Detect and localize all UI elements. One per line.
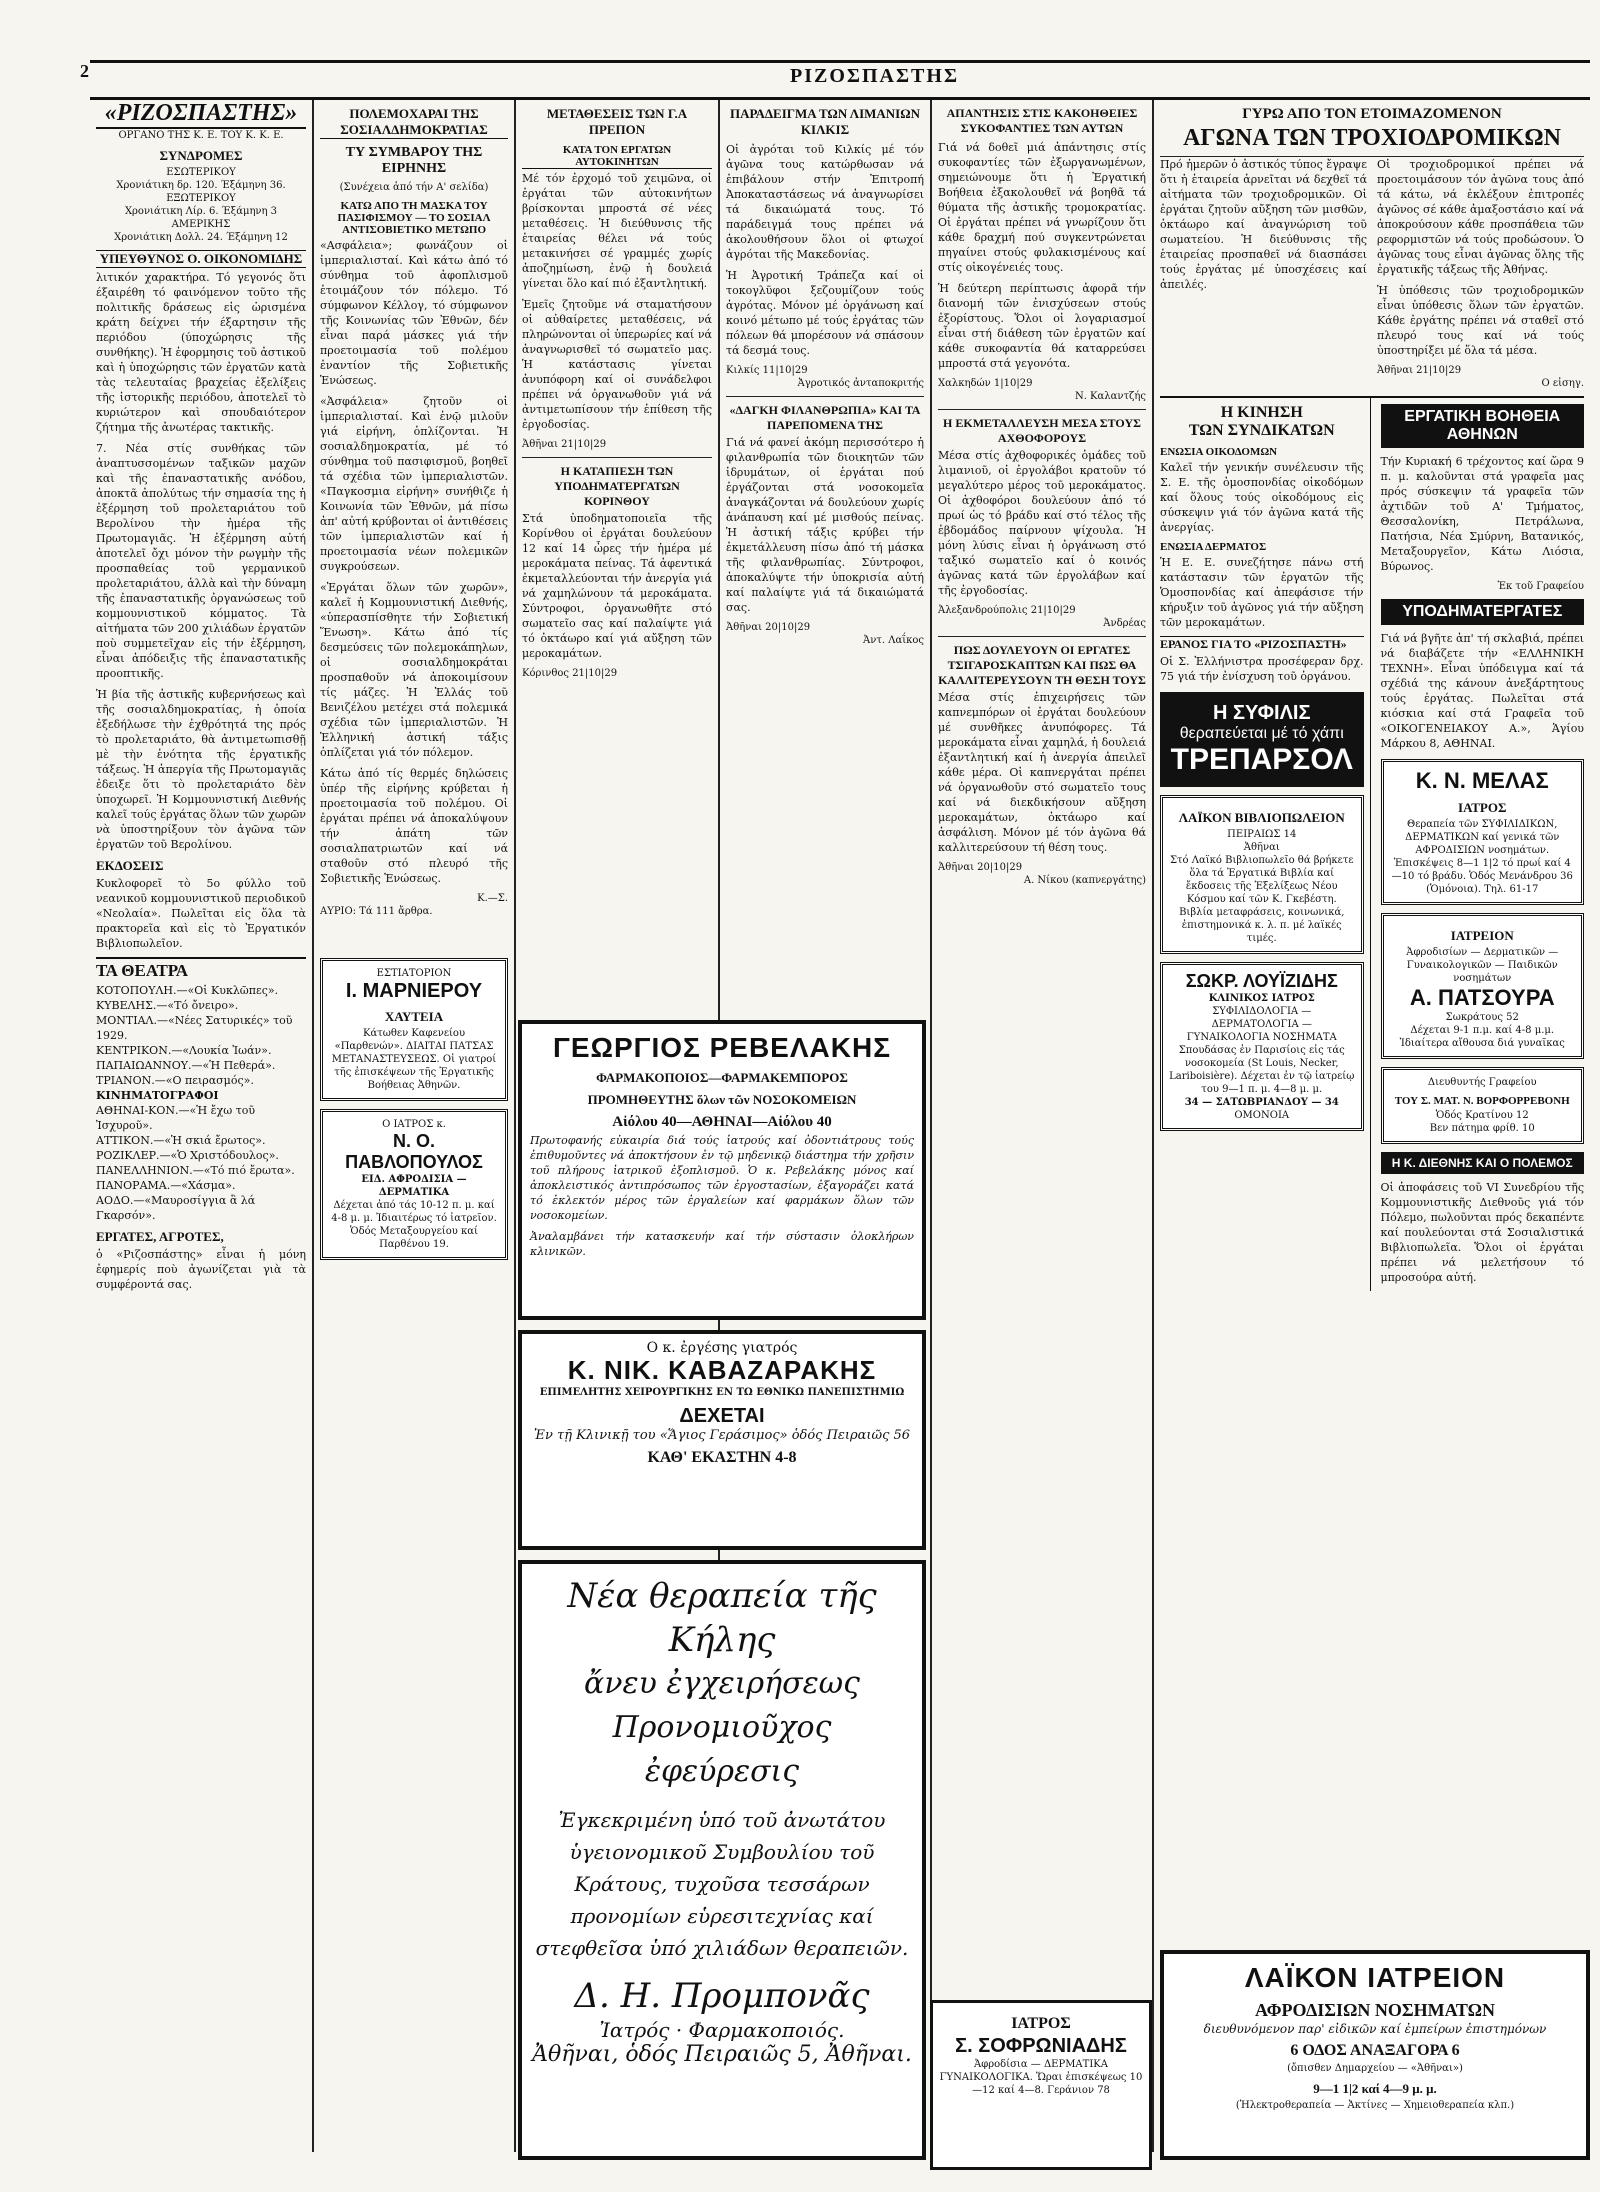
article-signature: Ἀθῆναι 20|10|29 bbox=[938, 862, 1023, 873]
ad-foot: (Ἠλεκτροθεραπεία — Ἀκτίνες — Χημειοθεραπεία κλπ.) bbox=[1235, 2100, 1515, 2111]
section-headline: ΤΩΝ ΣΥΝΔΙΚΑΤΩΝ bbox=[1188, 422, 1335, 439]
article-paragraph: «Ἀσφάλεια» ζητοῦν οἱ ἰμπεριαλισταί. Καὶ ἐνῷ μιλοῦν γιά εἰρήνη, ὁπλίζονται. Ἡ σοσιαλδημοκρατία, μέ τό σύνθημα τοῦ πασιφισμοῦ, βοηθεῖ τά σχέδια τῶν ἰμπεριαλιστῶν. «Παγκοσμια εἰρήνη» συνήθιζε ἡ Κοινωνία τῶν Ἐθνῶν, μά πίσω ἀπ' αὐτή κρύβονται οἱ ἀντιθέσεις τῶν ἰμπεριαλιστῶν καί ἡ προετοιμασία νέων πολεμικῶν συγκρούσεων. bbox=[320, 395, 508, 573]
theatre-item: ΠΑΝΟΡΑΜΑ.—«Χάσμα». bbox=[96, 1179, 236, 1192]
article-signature: Χαλκηδών 1|10|29 bbox=[938, 378, 1033, 389]
ad-title: Ἰατρός · Φαρμακοποιός. bbox=[599, 2018, 845, 2042]
doctor-ad-melas bbox=[1381, 759, 1585, 905]
ad-label: Ο ΙΑΤΡΟΣ κ. bbox=[382, 1119, 446, 1130]
ad-name: ΛΑΪΚΟΝ ΙΑΤΡΕΙΟΝ bbox=[1244, 1962, 1506, 1993]
article-paragraph: Ἡ Ἀγροτική Τράπεζα καί οἱ τοκογλῦφοι ξεζουμίζουν τούς ἀγρότας. Μόνον μέ ὀργάνωση καί κοινό μέτωπο μέ τούς ἐργάτας τῶν πόλεων θά μπορέσουν νά σπάσουν τά δεσμά τους. bbox=[726, 269, 924, 357]
article-subheading: ΚΑΤΑ ΤΟΝ ΕΡΓΑΤΩΝ ΑΥΤΟΚΙΝΗΤΩΝ bbox=[522, 144, 712, 169]
ad-city: ΟΜΟΝΟΙΑ bbox=[1234, 1110, 1290, 1121]
ad-name: Κ. ΝΙΚ. ΚΑΒΑΖΑΡΑΚΗΣ bbox=[567, 1355, 877, 1385]
subscriptions-line: ΕΞΩΤΕΡΙΚΟΥ bbox=[166, 193, 236, 204]
column-6 bbox=[1152, 100, 1590, 2152]
union-text: Ἡ Ε. Ε. συνεζήτησε πάνω στή κατάστασιν τῶν ἐργατῶν τῆς Ὁμοσπονδίας καί ἀπεφάσισε τήν κήρυξιν τοῦ ἀγῶνος γιά τήν αὔξηση τῶν μεροκαμάτων. bbox=[1160, 556, 1364, 629]
column-2 bbox=[312, 100, 514, 2152]
ad-sub: ΕΙΔ. ΑΦΡΟΔΙΣΙΑ — ΔΕΡΜΑΤΙΚΑ bbox=[361, 1174, 467, 1198]
ad-foot: Ἀναλαμβάνει τήν κατασκευήν καί τήν σύστασιν ὁλοκλήρων κλινικῶν. bbox=[530, 1230, 914, 1258]
article-signature: Κ.—Σ. bbox=[477, 893, 508, 904]
article-headline: ΑΠΑΝΤΗΣΙΣ ΣΤΙΣ ΚΑΚΟΗΘΕΙΕΣ ΣΥΚΟΦΑΝΤΙΕΣ ΤΩΝ ΑΥΤΩΝ bbox=[946, 106, 1138, 135]
ad-text: Βεν πάτημα φρίθ. 10 bbox=[1429, 1123, 1535, 1134]
theatre-item: ΜΟΝΤΙΑΛ.—«Νέες Σατυρικές» τοῦ 1929. bbox=[96, 1014, 293, 1042]
subscriptions-line: ΑΜΕΡΙΚΗΣ bbox=[171, 219, 231, 230]
editor-line: ΥΠΕΥΘΥΝΟΣ Ο. ΟΙΚΟΝΟΜΙΔΗΣ bbox=[96, 250, 306, 268]
ad-name: ΣΩΚΡ. ΛΟΥΪΖΙΔΗΣ bbox=[1185, 971, 1338, 991]
article-signature: Ἀγροτικός ἀνταποκριτής bbox=[797, 378, 924, 389]
ad-text: Πρωτοφανής εὐκαιρία διά τούς ἰατρούς καί ὀδοντιάτρους τούς ἐπιθυμοῦντες νά ἀποκτήσουν ἐν τῷ μηδενικῷ διάστημα τήν χρῆσιν τοῦ πλήρους ἰατρικοῦ ἐξοπλισμοῦ. Ὁ κ. Ρεβελάκης μόνος καί ἀποκλειστικός ἀντιπρόσωπος τῶν ἐργοστασίων, ἐξαγοράζει κατά τό ἐκλεκτόν μέρος τῶν ἐργαλείων καί φαρμάκων ὅλων τῶν νοσοκομείων. bbox=[530, 1134, 914, 1222]
article-signature: Κόρινθος 21|10|29 bbox=[522, 668, 618, 679]
ekdoseis-heading: ΕΚΔΟΣΕΙΣ bbox=[96, 858, 164, 873]
masthead bbox=[80, 60, 1590, 100]
section-headline: ΕΡΓΑΤΙΚΗ ΒΟΗΘΕΙΑ ΑΘΗΝΩΝ bbox=[1381, 404, 1585, 448]
union-label: ΕΝΩΣΙΑ ΔΕΡΜΑΤΟΣ bbox=[1160, 541, 1267, 553]
pharmacy-ad-revelakis bbox=[518, 1020, 926, 1320]
lower-right bbox=[1381, 398, 1585, 1291]
subscriptions-heading: ΣΥΝΔΡΟΜΕΣ bbox=[159, 148, 243, 163]
subscriptions-line: Χρονιάτικη δρ. 120. Έξάμηνη 36. bbox=[116, 180, 286, 191]
ad-head: ΙΑΤΡΟΣ bbox=[1011, 2015, 1071, 2032]
diethnis-text: Οἱ ἀποφάσεις τοῦ VI Συνεδρίου τῆς Κομμουνιστικῆς Διεθνοῦς γιά τόν Πόλεμο, πωλοῦνται πρός δεκαπέντε καί πουλεύονται στά Σοσιαλιστικά Βιβλιοπωλεῖα. Ὅλοι οἱ ἐργάται πρέπει νά μελετήσουν τό μπροσούρα αὐτή. bbox=[1380, 1181, 1584, 1284]
article-signature: Ἀντ. Λαΐκος bbox=[863, 635, 924, 646]
ad-name: Ι. ΜΑΡΝΙΕΡΟΥ bbox=[345, 980, 483, 1002]
article-paragraph: Μέσα στίς ἐπιχειρήσεις τῶν καπνεμπόρων οἱ ἐργάται δουλεύουν μέ συνθῆκες ἀνυπόφορες. Τά μεροκάματα εἶναι χαμηλά, ἡ δουλειά ἐξαντλητική καί ἡ ἀνεργία ἀπειλεῖ κάθε μέρα. Οἱ καπνεργάται πρέπει νά ὀργανωθοῦν στό σωματεῖο τους καί νά διεκδικήσουν αὔξηση μεροκαμάτων, ὀκτάωρο καί ἀσφάλιση. Μόνον μέ τόν ἀγῶνα θά καλλιτερεύσουν τή θέση τους. bbox=[938, 691, 1146, 854]
article-paragraph: Ἡ ὑπόθεσις τῶν τροχιοδρομικῶν εἶναι ὑπόθεσις ὅλων τῶν ἐργατῶν. Κάθε ἐργάτης πρέπει νά σταθεῖ στό πλευρό τους καί νά τούς ὑποστηρίξει μέ ὅλα τά μέσα. bbox=[1377, 284, 1584, 357]
page-number: 2 bbox=[80, 61, 89, 81]
article-headline: Η ΕΚΜΕΤΑΛΛΕΥΣΗ ΜΕΣΑ ΣΤΟΥΣ ΑΧΘΟΦΟΡΟΥΣ bbox=[943, 416, 1141, 445]
ad-name: Σ. ΣΟΦΡΩΝΙΑΔΗΣ bbox=[955, 2035, 1127, 2057]
ad-label: Ο κ. ἐργέσης γιατρός bbox=[646, 1340, 798, 1356]
ad-name: Α. ΠΑΤΣΟΥΡΑ bbox=[1409, 985, 1555, 1010]
theatre-item: ΚΙΝΗΜΑΤΟΓΡΑΦΟΙ bbox=[96, 1089, 219, 1102]
column-5 bbox=[930, 100, 1152, 2152]
divider bbox=[938, 409, 1146, 410]
ad-line: Η ΣΥΦΙΛΙΣ bbox=[1213, 702, 1311, 724]
article-signature: Ο εἰσηγ. bbox=[1541, 378, 1584, 389]
tomorrow-note: ΑΥΡΙΟ: Τά 111 ἄρθρα. bbox=[320, 906, 433, 917]
continued-note: (Συνέχεια ἀπό τήν Α' σελίδα) bbox=[339, 182, 489, 193]
theatre-list bbox=[96, 983, 306, 1223]
theatre-heading: ΤΑ ΘΕΑΤΡΑ bbox=[96, 957, 306, 981]
ad-text: Στό Λαϊκό Βιβλιοπωλεῖο θά βρήκετε ὅλα τά Ἐργατικά Βιβλία καί ἔκδοσεις τῆς Ἐξελίξεως Νέου Κόσμου καί τῶν Κ. Γκεβέστη. Βιβλία μεταφράσεις, κοινωνικά, ἐπιστημονικά κ. λ. π. μέ λαϊκές τιμές. bbox=[1169, 855, 1354, 944]
ad-addr: Αἰόλου 40—ΑΘΗΝΑΙ—Αἰόλου 40 bbox=[612, 1114, 832, 1130]
article-paragraph: Οἱ τροχιοδρομικοί πρέπει νά προετοιμάσουν τόν ἀγῶνα τους ἀπό τά κάτω, νά ἐκλέξουν ἐπιτροπές ἀγῶνος σέ κάθε ἀμαξοστάσιο καί νά ἀποκρούσουν κάθε προσπάθεια τῶν ρεφορμιστῶν νά τούς προδώσουν. Ὁ ἀγῶνας τους εἶναι ἀγῶνας ὅλης τῆς ἐργατικῆς τάξεως τῆς Ἀθήνας. bbox=[1377, 158, 1584, 276]
theatre-item: ΠΑΝΕΛΛΗΝΙΟΝ.—«Τό πιό ἔρωτα». bbox=[96, 1164, 295, 1177]
logo: «ΡΙΖΟΣΠΑΣΤΗΣ» bbox=[96, 100, 306, 129]
ekdoseis-text: Κυκλοφορεῖ τὸ 5ο φύλλο τοῦ νεανικοῦ κομμουνιστικοῦ περιοδικοῦ «Νεολαία». Πωλεῖται εἰς ὅλα τὰ πρακτορεῖα καὶ εἰς τὸ Ἐργατικόν Βιβλιοπωλεῖον. bbox=[96, 877, 306, 950]
ad-line: ΤΡΕΠΑΡΣΟΛ bbox=[1170, 743, 1353, 776]
ad-city: Ἀθῆναι bbox=[1243, 842, 1280, 853]
article-signature: Ἀθῆναι 20|10|29 bbox=[726, 622, 811, 633]
aid-signature: Ἐκ τοῦ Γραφείου bbox=[1497, 581, 1584, 592]
article-headline: ΠΑΡΑΔΕΙΓΜΑ ΤΩΝ ΛΙΜΑΝΙΩΝ ΚΙΛΚΙΣ bbox=[729, 106, 921, 137]
ad-name: Κ. Ν. ΜΕΛΑΣ bbox=[1415, 768, 1549, 793]
logo-subtitle: ΟΡΓΑΝΟ ΤΗΣ Κ. Ε. ΤΟΥ Κ. Κ. Ε. bbox=[118, 130, 284, 141]
article-signature: Ν. Καλαντζής bbox=[1074, 391, 1146, 402]
lower-section bbox=[1160, 396, 1584, 1291]
ad-text: Ἐγκεκριμένη ὑπό τοῦ ἀνωτάτου ὑγειονομικοῦ Συμβουλίου τοῦ Κράτους, τυχοῦσα τεσσάρων προνομίων εὑρεσιτεχνίας καί στεφθεῖσα ὑπό χιλιάδων θεραπειῶν. bbox=[535, 1808, 909, 1960]
section-headline: Η Κ. ΔΙΕΘΝΗΣ ΚΑΙ Ο ΠΟΛΕΜΟΣ bbox=[1381, 1152, 1585, 1174]
article-subheading: ΚΑΤΩ ΑΠΟ ΤΗ ΜΑΣΚΑ ΤΟΥ ΠΑΣΙΦΙΣΜΟΥ — ΤΟ ΣΟΣΙΑΛ ΑΝΤΙΣΟΒΙΕΤΙΚΟ ΜΕΤΩΠΟ bbox=[337, 200, 491, 236]
section-headline: ΥΠΟΔΗΜΑΤΕΡΓΑΤΕΣ bbox=[1381, 599, 1585, 625]
article-paragraph: Γιά νά δοθεῖ μιά ἀπάντησις στίς συκοφαντίες τῶν ἐξωργανωμένων, σημειώνουμε ὅτι ἡ Ἐργατική Βοήθεια ἐξακολουθεῖ νά βοηθᾶ τά θύματα τῆς ἀστικῆς τρομοκρατίας. Οἱ ἐργάται πρέπει νά γνωρίζουν ὅτι κάθε δραχμή πού συγκεντρώνεται πηγαίνει στούς φυλακισμένους καί στίς οἰκογένειές τους. bbox=[938, 141, 1146, 274]
section-headline: Η ΚΙΝΗΣΗ bbox=[1220, 404, 1303, 421]
masthead-title: ΡΙΖΟΣΠΑΣΤΗΣ bbox=[790, 65, 960, 87]
article-signature: Κιλκίς 11|10|29 bbox=[726, 365, 808, 376]
shoemakers-text: Γιά νά βγῆτε ἀπ' τή σκλαβιά, πρέπει νά διαβάζετε τήν «ΕΛΛΗΝΙΚΗ ΤΕΧΝΗ». Εἶναι ὑπόδειγμα καί τά σχέδιά της κάνουν ἀνεξάρτητους τούς ἐργάτας. Πωλεῖται στά κιόσκια καί στά Γραφεῖα τοῦ «ΟΙΚΟΓΕΝΕΙΑΚΟΥ Α.», Ἁγίου Μάρκου 8, ΑΘΗΝΑΙ. bbox=[1380, 632, 1584, 750]
article-headline: ΠΩΣ ΔΟΥΛΕΥΟΥΝ ΟΙ ΕΡΓΑΤΕΣ ΤΣΙΓΑΡΟΣΚΑΠΤΩΝ ΚΑΙ ΠΩΣ ΘΑ ΚΑΛΛΙΤΕΡΕΥΣΟΥΝ ΤΗ ΘΕΣΗ ΤΟΥΣ bbox=[938, 643, 1146, 687]
theatre-item: ΤΡΙΑΝΟΝ.—«Ο πειρασμός». bbox=[96, 1074, 254, 1087]
ad-name: Δ. Η. Προμπονᾶς bbox=[574, 1976, 870, 2016]
article-signature: Ἀνδρέας bbox=[1103, 618, 1146, 629]
theatre-item: ΑΤΤΙΚΟΝ.—«Ἡ σκιά ἔρωτος». bbox=[96, 1134, 266, 1147]
ad-addr: 6 ΟΔΟΣ ΑΝΑΞΑΓΟΡΑ 6 bbox=[1290, 2042, 1460, 2059]
article-paragraph: Ἡ βία τῆς ἀστικῆς κυβερνήσεως καὶ τῆς σοσιαλδημοκρατίας, ἡ ὁποία ἐξεδήλωσε τὴν ἐχθρότητά της πρός τὸ προλεταριάτο, θὰ ἀντιμετωπισθῇ μὲ τὴν ἑνότητα τῆς ἐργατικῆς τάξεως. Ἡ ἀπεργία τῆς Πρωτομαγιᾶς ἐδειξε ὅτι τὸ προλεταριάτο δὲν ὑποχωρεῖ. Ἡ Κομμουνιστική Διεθνής καλεῖ τούς ἐργάτας ὅλων τῶν χωρῶν νὰ ὑποστηρίξουν τὸν ἀγῶνα τῶν ἐργατῶν τοῦ Βερολίνου. bbox=[96, 688, 306, 851]
doctor-ad-louizidis bbox=[1160, 962, 1364, 1131]
ad-name: ΤΟΥ Σ. ΜΑΤ. Ν. ΒΟΡΦΟΡΡΕΒΟΝΗ bbox=[1394, 1095, 1570, 1107]
article-paragraph: Ἐμεῖς ζητοῦμε νά σταματήσουν οἱ αὐθαίρετες μεταθέσεις, νά πληρώνονται οἱ ὑπερωρίες καί νά ἀναγνωρισθεῖ τό σωματεῖο μας. Ἡ κατάστασις γίνεται ἀνυπόφορη καί οἱ συνάδελφοι πρέπει νά ὀργανωθοῦν γιά νά ἀντιμετωπίσουν τήν ἐπίθεση τῆς ἐργοδοσίας. bbox=[522, 298, 712, 431]
lower-left bbox=[1160, 398, 1371, 1291]
theatre-item: ΑΟΔΟ.—«Μαυροσίγγια ἃ λά Γκαρσόν». bbox=[96, 1194, 256, 1222]
ad-name: ΓΕΩΡΓΙΟΣ ΡΕΒΕΛΑΚΗΣ bbox=[553, 1032, 891, 1063]
article-paragraph: «Ασφάλεια»; φωνάζουν οἱ ἰμπεριαλισταί. Καὶ κάτω ἀπό τό σύνθημα τοῦ ἀφοπλισμοῦ ἑτοιμάζουν τόν πόλεμο. Τό σύμφωνον Κέλλογ, τό σύμφωνον τῆς Κοινωνίας τῶν Ἐθνῶν, δέν εἶναι παρά μάσκες γιά τήν προετοιμασία τοῦ πολέμου ἐναντίον τῆς Σοβιετικῆς Ἑνώσεως. bbox=[320, 239, 508, 387]
subscriptions-line: Χρονιάτικη Λίρ. 6. Έξάμηνη 3 bbox=[124, 206, 278, 217]
hernia-ad-prombonas bbox=[518, 1560, 926, 2160]
theatre-item: ΠΑΠΑΙΩΑΝΝΟΥ.—«Ἡ Πεθερά». bbox=[96, 1059, 276, 1072]
article-paragraph: «Ἐργάται ὅλων τῶν χωρῶν», καλεῖ ἡ Κομμουνιστική Διεθνής, «ὑπερασπίσθητε τήν Σοβιετική Ἕνωση». Κάτω ἀπό τίς δεσμεύσεις τῶν πολεμοκάπηλων, οἱ σοσιαλδημοκράται προσπαθοῦν νά ἀποκοιμίσουν τίς μάζες. Ἡ Ἑλλάς τοῦ Βενιζέλου μετέχει στά πολεμικά σχέδια τῶν ἰμπεριαλιστῶν. Ἡ Ἑλληνική ἀστική τάξις ὁπλίζεται γιά τόν πόλεμον. bbox=[320, 581, 508, 759]
ad-hours: ΚΑΘ' ΕΚΑΣΤΗΝ 4-8 bbox=[647, 1449, 797, 1466]
theatre-item: ΑΘΗΝΑΙ-ΚΟΝ.—«Ἡ ἔχω τοῦ Ἰσχυροῦ». bbox=[96, 1104, 256, 1132]
article-subcolumn bbox=[1377, 157, 1584, 390]
ad-label: ΔΕΧΕΤΑΙ bbox=[679, 1405, 765, 1427]
ad-label: ΕΣΤΙΑΤΟΡΙΟΝ bbox=[376, 968, 452, 979]
divider bbox=[726, 396, 924, 397]
ad-addr: Ὁδός Κρατίνου 12 bbox=[1435, 1110, 1529, 1121]
article-headline: «ΔΑΓΚΗ ΦΙΛΑΝΘΡΩΠΙΑ» ΚΑΙ ΤΑ ΠΑΡΕΠΟΜΕΝΑ ΤΗΣ bbox=[729, 403, 921, 432]
ad-text: διευθυνόμενον παρ' εἰδικῶν καί ἐμπείρων ἐπιστημόνων bbox=[1203, 2022, 1547, 2036]
clinic-ad-laikon bbox=[1160, 1950, 1590, 2160]
article-signature: Ἀλεξανδρούπολις 21|10|29 bbox=[938, 605, 1076, 616]
ad-text: Σπουδάσας ἐν Παρισίοις εἰς τάς νοσοκομεία (St Louis, Necker, Lariboisière). Δέχεται ἐν τῷ ἰατρείῳ του 9—1 π. μ. 4—8 μ. μ. bbox=[1169, 1045, 1355, 1095]
article-signature: Α. Νίκου (καπνεργάτης) bbox=[1023, 875, 1146, 886]
doctor-ad-sofroniadis bbox=[930, 2000, 1152, 2170]
divider bbox=[938, 636, 1146, 637]
article-headline: ΠΟΛΕΜΟΧΑΡΑΙ ΤΗΣ ΣΟΣΙΑΛΔΗΜΟΚΡΑΤΙΑΣ bbox=[320, 106, 508, 139]
theatre-item: ΚΥΒΕΛΗΣ.—«Τό ὄνειρο». bbox=[96, 999, 239, 1012]
ad-addr: ΠΕΙΡΑΙΩΣ 14 bbox=[1227, 829, 1297, 840]
ad-line: Νέα θεραπεία τῆς Κήλης bbox=[567, 1576, 877, 1660]
ad-title: ΚΛΙΝΙΚΟΣ ΙΑΤΡΟΣ bbox=[1208, 993, 1315, 1004]
ad-addr: Σωκράτους 52 bbox=[1445, 1012, 1519, 1023]
doctor-ad-pavlopoulos bbox=[320, 1109, 508, 1260]
article-two-columns bbox=[1160, 157, 1584, 390]
syphilis-ad bbox=[1160, 692, 1364, 787]
ad-title: ΙΑΤΡΟΣ bbox=[1458, 800, 1507, 815]
restaurant-ad bbox=[320, 958, 508, 1101]
ad-head: Διευθυντής Γραφείου bbox=[1427, 1077, 1537, 1088]
ad-text: Κάτωθεν Καφενείου «Παρθενών». ΔΙΑΙΤΑΙ ΠΑΤΣΑΣ ΜΕΤΑΝΑΣΤΕΥΣΕΩΣ. Οἱ γιατροί τῆς ἐπισκέψεων τῆς Ἐργατικῆς Βοήθειας Ἀθηνῶν. bbox=[331, 1028, 497, 1091]
article-headline: ΜΕΤΑΘΕΣΕΙΣ ΤΩΝ Γ.Α ΠΡΕΠΟΝ bbox=[546, 106, 688, 137]
article-paragraph: 7. Νέα στίς συνθήκας τῶν ἀναπτυσσομένων ταξικῶν μαχῶν καὶ τῆς ἐπαναστατικῆς ανόδου, ἀποκτᾶ ἀπολύτως τήν σημασία της ἡ ἐξέρμηση τοῦ προλεταριάτου τοῦ Βερολίνου τὴν ἡμέρα τῆς Πρωτομαγιᾶς. Ἡ ἐξέρμηση αὐτή ἀποτελεῖ ὄχι μόνον τὴν ρωγμὴν τῆς προσπαθείας τοῦ γερμανικοῦ προλεταριάτου, ἀλλὰ καὶ τὴν δύναμη τῆς ἐπαναστατικῆς ὀργανώσεως τοῦ κομμουνιστικοῦ κόμματος. Τὰ αἰτήματα τῶν 200 χιλιάδων ἐργατῶν ποὺ συμμετεῖχαν εἰς τήν ἐξέρμηση, εἶναι ἀπόδειξις τῆς ἐπαναστατικῆς προοπτικῆς. bbox=[96, 442, 306, 680]
ad-head: ΙΑΤΡΕΙΟΝ bbox=[1450, 928, 1514, 943]
ad-sub: ΧΑΥΤΕΙΑ bbox=[384, 1009, 444, 1024]
article-signature: Ἀθῆναι 21|10|29 bbox=[1377, 365, 1462, 376]
article-headline: ΤΥ ΣΥΜΒΑΡΟΥ ΤΗΣ ΕΙΡΗΝΗΣ bbox=[345, 145, 483, 176]
column-1 bbox=[90, 100, 312, 2152]
ad-name: ΛΑΪΚΟΝ ΒΙΒΛΙΟΠΩΛΕΙΟΝ bbox=[1178, 810, 1345, 825]
eranos-text: Οἱ Σ. Ἐλλήνιστρα προσέφεραν δρχ. 75 γιά τήν ἐνίσχυση τοῦ ὀργάνου. bbox=[1160, 655, 1364, 683]
eranos-heading: ΕΡΑΝΟΣ ΓΙΑ ΤΟ «ΡΙΖΟΣΠΑΣΤΗ» bbox=[1160, 636, 1364, 652]
doctor-ad-kavazarakis bbox=[518, 1330, 926, 1550]
office-ad bbox=[1381, 1067, 1585, 1144]
article-headline: ΓΥΡΩ ΑΠΟ ΤΟΝ ΕΤΟΙΜΑΖΟΜΕΝΟΝ bbox=[1242, 106, 1502, 122]
bookshop-ad bbox=[1160, 795, 1364, 954]
ad-addr2: (ὄπισθεν Δημαρχείου — «Ἀθῆναι») bbox=[1287, 2063, 1463, 2074]
ad-text: Θεραπεία τῶν ΣΥΦΙΛΙΔΙΚΩΝ, ΔΕΡΜΑΤΙΚΩΝ καί γενικά τῶν ΑΦΡΟΔΙΣΙΩΝ νοσημάτων. Ἐπισκέψεις 8—1 1|2 τό πρωί καί 4—10 τό βράδυ. Ὁδός Μενάνδρου 36 (Ὁμόνοια). Τηλ. 61-17 bbox=[1391, 819, 1573, 895]
ad-text: Ἀφροδίσια — ΔΕΡΜΑΤΙΚΑ ΓΥΝΑΙΚΟΛΟΓΙΚΑ. Ὥραι ἐπισκέψεως 10—12 καί 4—8. Γεράνιον 78 bbox=[939, 2059, 1143, 2096]
subscriptions-line: Χρονιάτικη Δολλ. 24. Έξάμηνη 12 bbox=[114, 232, 288, 243]
clinic-ad-patsoura bbox=[1381, 913, 1585, 1059]
ad-hours: 9—1 1|2 καί 4—9 μ. μ. bbox=[1313, 2081, 1437, 2096]
ad-addr: 34 — ΣΑΤΩΒΡΙΑΝΔΟΥ — 34 bbox=[1184, 1097, 1339, 1108]
article-signature: Ἀθῆναι 21|10|29 bbox=[522, 439, 607, 450]
ad-addr: Ἀθῆναι, ὁδός Πειραιῶς 5, Ἀθῆναι. bbox=[532, 2042, 912, 2067]
article-paragraph: Κάτω ἀπό τίς θερμές δηλώσεις ὑπέρ τῆς εἰρήνης κρύβεται ἡ προετοιμασία τοῦ πολέμου. Οἱ ἐργάται πρέπει νά ἀποκαλύψουν τήν ἀπάτη τῶν σοσιαλπατριωτῶν καί νά σταθοῦν στό πλευρό τῆς Σοβιετικῆς Ἑνώσεως. bbox=[320, 767, 508, 885]
theatre-item: ΚΟΤΟΠΟΥΛΗ.—«Οἱ Κυκλῶπες». bbox=[96, 984, 279, 997]
article-paragraph: Στά ὑποδηματοποιεῖα τῆς Κορίνθου οἱ ἐργάται δουλεύουν 12 καί 14 ὧρες τήν ἡμέρα μέ μεροκάματα πείνας. Τά ἀφεντικά ἐκμεταλλεύονται τήν ἀνεργία γιά νά χαμηλώνουν τά μεροκάματα. Σύντροφοι, ὀργανωθῆτε στό σωματεῖο σας καί παλαίψτε γιά τό ὀκτάωρο καί γιά αὔξηση τῶν μεροκαμάτων. bbox=[522, 512, 712, 660]
article-paragraph: Μέ τόν ἐρχομό τοῦ χειμῶνα, οἱ ἐργάται τῶν αὐτοκινήτων βρίσκονται μπροστά σέ νέες μεταθέσεις. Ἡ διεύθυνσις τῆς ἑταιρείας θέλει νά τούς μετακινήσει σέ γραμμές χωρίς ἀποζημίωση, ἐνῷ ἡ δουλειά γίνεται ὅλο καί πιό ἐξαντλητική. bbox=[522, 172, 712, 290]
footer-text: ὁ «Ριζοσπάστης» εἶναι ἡ μόνη ἐφημερίς ποὺ ἀγωνίζεται γιὰ τὰ συμφέροντά σας. bbox=[96, 1248, 306, 1291]
ad-title: ΠΡΟΜΗΘΕΥΤΗΣ ὅλων τῶν ΝΟΣΟΚΟΜΕΙΩΝ bbox=[587, 1092, 857, 1107]
ad-addr: Ἐν τῇ Κλινικῇ του «Ἅγιος Γεράσιμος» ὁδός Πειραιῶς 56 bbox=[533, 1428, 911, 1443]
ad-line: Προνομιοῦχος ἐφεύρεσις bbox=[612, 1710, 832, 1789]
ad-spec: ΣΥΦΙΛΙΔΟΛΟΓΙΑ — ΔΕΡΜΑΤΟΛΟΓΙΑ — ΓΥΝΑΙΚΟΛΟΓΙΑ ΝΟΣΗΜΑΤΑ bbox=[1186, 1006, 1337, 1043]
article-paragraph: Γιά νά φανεί ἀκόμη περισσότερο ἡ φιλανθρωπία τῶν διοικητῶν τῶν ἱδρυμάτων, οἱ ἐργάται πού ἐργάζονται στά νοσοκομεῖα ἀναγκάζονται νά δουλεύουν χωρίς ἀνάπαυση καί μέ μισθούς πείνας. Ἡ ἀστική τάξις κρύβει τήν ἐκμετάλλευση πίσω ἀπό τή μάσκα τῆς φιλανθρωπίας. Σύντροφοι, ἀποκαλύψτε τήν ὑποκρισία αὐτή καί παλαίψτε γιά τά δικαιώματά σας. bbox=[726, 436, 924, 614]
ad-name: Ν. Ο. ΠΑΒΛΟΠΟΥΛΟΣ bbox=[345, 1131, 483, 1172]
ad-line: θεραπεύεται μέ τό χάπι bbox=[1179, 725, 1344, 742]
union-text: Καλεῖ τήν γενικήν συνέλευσιν τῆς Σ. Ε. τῆς ὁμοσπονδίας οἰκοδόμων καί ὅλους τούς οἰκοδόμους εἰς σύσκεψιν γιά τόν ἀγῶνα κατά τῆς ἀνεργίας. bbox=[1160, 461, 1364, 534]
ad-line: ἄνευ ἐγχειρήσεως bbox=[584, 1666, 860, 1701]
article-paragraph: Οἱ ἀγρόται τοῦ Κιλκίς μέ τόν ἀγῶνα τους κατώρθωσαν νά ἐπιβάλουν στήν Ἐπιτροπή Ἀποκαταστάσεως νά ἀναγνωρίσει τά δικαιώματά τους. Τό παράδειγμά τους πρέπει νά ἀκολουθήσουν ὅλοι οἱ φτωχοί ἀγρόται τῆς Μακεδονίας. bbox=[726, 143, 924, 261]
subscriptions-line: ΕΣΩΤΕΡΙΚΟΥ bbox=[166, 167, 236, 178]
ad-title: ΦΑΡΜΑΚΟΠΟΙΟΣ—ΦΑΡΜΑΚΕΜΠΟΡΟΣ bbox=[596, 1070, 848, 1085]
article-paragraph: λιτικόν χαρακτήρα. Τό γεγονός ὅτι έξαιρέθη τό φαινόμενον τοῦτο τῆς πολιτικῆς δράσεως εἰς ὡρισμένα κράτη δείχνει τήν έξαρτησιν τῆς περιόδου (ύποχώρησις τῆς συνθήκης). Ἡ ἐφορμησις τοῦ ἀστικοῦ καὶ ἡ ὑποχώρησις τῶν ἐργατῶν κατὰ τὰς τελευταίας βραχείας ἐξελίξεις τῆς ἰστορικῆς περιόδου, ἀποτελεῖ τὸ κυριώτερον καὶ σπουδαιότερον ζήτημα τῆς ἀνωτέρας τακτικῆς. bbox=[96, 271, 306, 434]
ad-sub: ΑΦΡΟΔΙΣΙΩΝ ΝΟΣΗΜΑΤΩΝ bbox=[1254, 2000, 1496, 2020]
theatre-item: ΡΟΖΙΚΛΕΡ.—«Ὁ Χριστόδουλος». bbox=[96, 1149, 279, 1162]
aid-text: Τήν Κυριακή 6 τρέχοντος καί ὥρα 9 π. μ. καλοῦνται στά γραφεῖα μας πρός σύσκεψιν τά γραφεῖα τῶν ἀχτιδῶν τοῦ Α' Τμήματος, Θεσσαλονίκη, Πετράλωνα, Πατήσια, Νέα Σμύρνη, Βατανικός, Μεταξουργεῖον, Κάτω Λιόσια, Βύρωνος. bbox=[1380, 455, 1584, 573]
divider bbox=[522, 457, 712, 458]
article-subcolumn bbox=[1160, 157, 1367, 390]
article-headline: ΑΓΩΝΑ ΤΩΝ ΤΡΟΧΙΟΔΡΟΜΙΚΩΝ bbox=[1160, 123, 1584, 157]
article-headline: Η ΚΑΤΑΠΙΕΣΗ ΤΩΝ ΥΠΟΔΗΜΑΤΕΡΓΑΤΩΝ ΚΟΡΙΝΘΟΥ bbox=[554, 464, 680, 508]
ad-sub: Ἀφροδισίων — Δερματικῶν — Γυναικολογικῶν — Παιδικῶν νοσημάτων bbox=[1406, 947, 1559, 984]
theatre-item: ΚΕΝΤΡΙΚΟΝ.—«Λουκία Ἰωάν». bbox=[96, 1044, 272, 1057]
ad-hours: Δέχεται 9-1 π.μ. καί 4-8 μ.μ. Ἰδιαίτερα αἴθουσα διά γυναῖκας bbox=[1399, 1025, 1565, 1049]
union-label: ΕΝΩΣΙΑ ΟΙΚΟΔΟΜΩΝ bbox=[1160, 446, 1278, 458]
article-paragraph: Πρό ἡμερῶν ὁ ἀστικός τύπος ἔγραψε ὅτι ἡ ἑταιρεία ἀρνεῖται νά δεχθεῖ τά αἰτήματα τῶν τροχιοδρομικῶν. Οἱ ἐργάται ζητοῦν αὔξηση τῶν μισθῶν, ὀκτάωρο καί ἀναγνώριση τοῦ σωματείου. Ἡ διεύθυνσις τῆς ἑταιρείας προσπαθεῖ νά διασπάσει τούς ἐργάτας μέ ὑποσχέσεις καί ἀπειλές. bbox=[1160, 158, 1367, 291]
footer-heading: ΕΡΓΑΤΕΣ, ΑΓΡΟΤΕΣ, bbox=[96, 1229, 224, 1244]
ad-text: Δέχεται ἀπό τάς 10-12 π. μ. καί 4-8 μ. μ. Ἰδιαιτέρως τό ἰατρεῖον. Ὁδός Μεταξουργείου καί Παρθένου 19. bbox=[331, 1200, 497, 1250]
ad-title: ΕΠΙΜΕΛΗΤΗΣ ΧΕΙΡΟΥΡΓΙΚΗΣ ΕΝ ΤΩ ΕΘΝΙΚΩ ΠΑΝΕΠΙΣΤΗΜΙΩ bbox=[539, 1387, 905, 1398]
article-paragraph: Μέσα στίς ἀχθοφορικές ὁμάδες τοῦ λιμανιοῦ, οἱ ἐργολάβοι κρατοῦν τό μεγαλύτερο μέρος τοῦ μεροκάματος. Οἱ ἀχθοφόροι δουλεύουν ἀπό τό πρωί ὡς τό βράδυ καί στό τέλος τῆς ἑβδομάδος παίρνουν ψίχουλα. Ἡ μόνη λύσις εἶναι ἡ ὀργάνωση στό ταξικό σωματεῖο καί ὁ κοινός ἀγῶνας κατά τῶν ἐργολάβων καί τῆς ἐργοδοσίας. bbox=[938, 449, 1146, 597]
article-paragraph: Ἡ δεύτερη περίπτωσις ἀφορᾶ τήν διανομή τῶν ἐνισχύσεων στούς ἐξορίστους. Ὅλοι οἱ λογαριασμοί εἶναι στή διάθεση τῶν ἐργατῶν καί κάθε συκοφαντία θά καταρρεύσει μπροστά στά γεγονότα. bbox=[938, 282, 1146, 370]
